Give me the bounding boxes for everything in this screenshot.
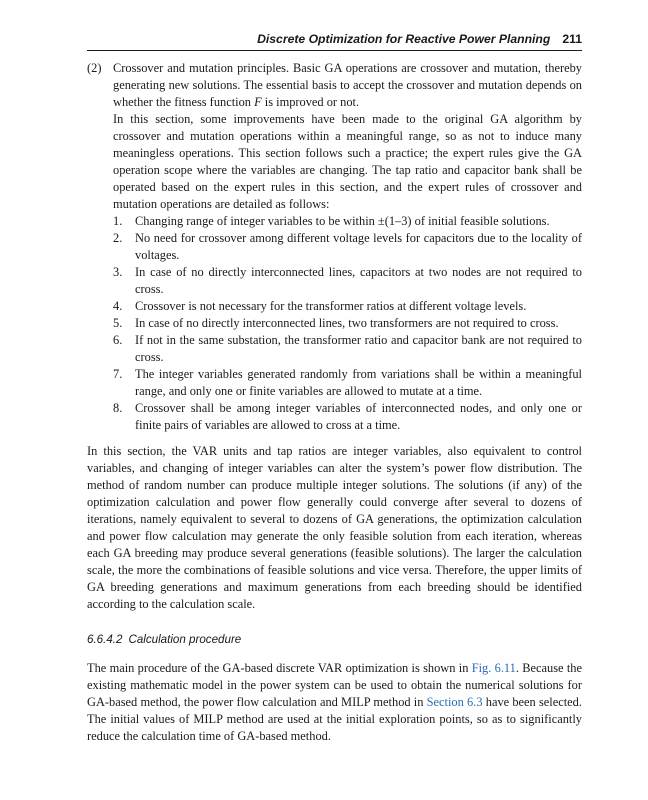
expert-rules-list (113, 213, 582, 434)
section-number: 6.6.4.2 (87, 633, 123, 646)
list-item: 2. No need for crossover among different voltage levels for capacitors due to the locality of voltages. (113, 231, 582, 262)
fitness-function-symbol: F (254, 95, 262, 109)
list-item: 8. Crossover shall be among integer variables of interconnected nodes, and only one or finite pairs of variables are allowed to cross at a time. (113, 401, 582, 432)
paragraph-calculation-procedure: The main procedure of the GA-based discrete VAR optimization is shown in Fig. 6.11. Because the existing mathematic model in the power system can be used to obtain the numerical solutions for GA-based method, the power flow calculation and MILP method in Section 6.3 have been selected. The initial values of MILP method are used at the initial exploration points, so as to significantly reduce the calculation time of GA-based method. (87, 661, 582, 743)
principle-number: (2) (87, 61, 102, 75)
paragraph-ga-integer-variables: In this section, the VAR units and tap ratios are integer variables, also equivalent to control variables, and changing of integer variables can alter the system’s power flow distribution. The method of random number can produce multiple integer solutions. The solutions (if any) of the optimization calculation and power flow generally could converge after several to dozens of iterations, namely equivalent to several to dozens of GA generations, the optimization calculation and power flow calculation may generate the only feasible solution from each iteration, whereas each GA breeding may produce several generations (feasible solutions). The larger the calculation scale, the more the combinations of feasible solutions and vice versa. Therefore, the upper limits of GA breeding generations and maximum generations from each breeding should be identified according to the calculation scale. (87, 444, 582, 611)
principle-detail: In this section, some improvements have been made to the original GA algorithm by crossover and mutation operations within a meaningful range, so as not to induce many meaningless operations. This section follows such a practice; the expert rules give the GA operation scope where the variables are changing. The tap ratio and capacitor bank shall be operated based on the expert rules in this section, and the expert rules of crossover and mutation operations are detailed as follows: (113, 112, 582, 211)
principle-intro: Crossover and mutation principles. Basic GA operations are crossover and mutation, thereby generating new solutions. The essential basis to accept the crossover and mutation depends on whether the fitness function F is improved or not. (113, 61, 582, 109)
list-item: 5. In case of no directly interconnected lines, two transformers are not required to cross. (113, 316, 559, 330)
list-item: 1. Changing range of integer variables to be within ±(1–3) of initial feasible solutions. (113, 214, 550, 228)
page-number: 211 (562, 32, 582, 46)
crossover-mutation-principle (87, 60, 582, 434)
section-link[interactable]: Section 6.3 (426, 695, 483, 709)
running-title: Discrete Optimization for Reactive Power Planning (257, 32, 551, 46)
section-heading (87, 632, 582, 648)
list-item: 6. If not in the same substation, the transformer ratio and capacitor bank are not required to cross. (113, 333, 582, 364)
running-header (87, 32, 582, 51)
list-item: 4. Crossover is not necessary for the transformer ratios at different voltage levels. (113, 299, 527, 313)
list-item: 3. In case of no directly interconnected lines, capacitors at two nodes are not required to cross. (113, 265, 582, 296)
section-title: Calculation procedure (128, 633, 242, 646)
figure-link[interactable]: Fig. 6.11 (471, 661, 516, 675)
page-body (87, 60, 582, 745)
list-item: 7. The integer variables generated randomly from variations shall be within a meaningful range, and only one or finite variables are allowed to mutate at a time. (113, 367, 582, 398)
